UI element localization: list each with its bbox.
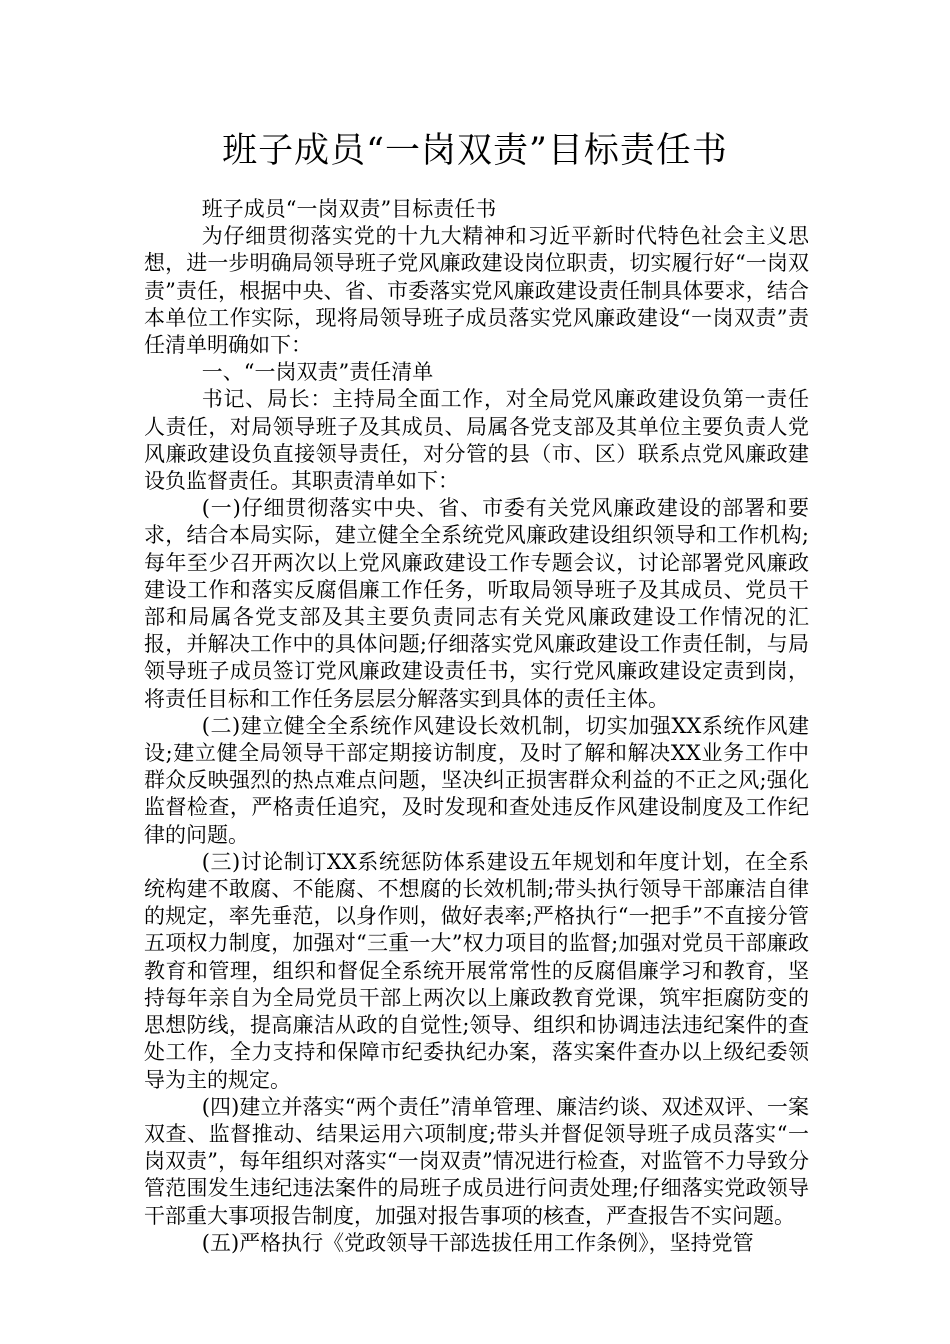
paragraph-item-2: (二)建立健全全系统作风建设长效机制，切实加强XX系统作风建设;建立健全局领导干部定期接访制度，及时了解和解决XX业务工作中群众反映强烈的热点难点问题，坚决纠正损害群众利益的不正之风;强化监督检查，严格责任追究，及时发现和查处违反作风建设制度及工作纪律的问题。 — [144, 713, 809, 847]
paragraph-item-5: (五)严格执行《党政领导干部选拔任用工作条例》，坚持党管 — [201, 1230, 754, 1255]
paragraph-subtitle: 班子成员“一岗双责”目标责任书 — [201, 197, 497, 221]
paragraph-duties: 书记、局长：主持局全面工作，对全局党风廉政建设负第一责任人责任，对局领导班子及其成员、局属各党支部及其单位主要负责人党风廉政建设负直接领导责任，对分管的县（市、区）联系点党风廉政建设负监督责任。其职责清单如下： — [144, 387, 809, 494]
paragraph-item-4: (四)建立并落实“两个责任”清单管理、廉洁约谈、双述双评、一案双查、监督推动、结果运用六项制度;带头并督促领导班子成员落实“一岗双责”，每年组织对落实“一岗双责”情况进行检查，对监管不力导致分管范围发生违纪违法案件的局班子成员进行问责处理;仔细落实党政领导干部重大事项报告制度，加强对报告事项的核查，严查报告不实问题。 — [144, 1094, 809, 1228]
paragraph-item-3: (三)讨论制订XX系统惩防体系建设五年规划和年度计划，在全系统构建不敢腐、不能腐、不想腐的长效机制;带头执行领导干部廉洁自律的规定，率先垂范，以身作则，做好表率;严格执行“一把手”不直接分管五项权力制度，加强对“三重一大”权力项目的监督;加强对党员干部廉政教育和管理，组织和督促全系统开展常常性的反腐倡廉学习和教育，坚持每年亲自为全局党员干部上两次以上廉政教育党课，筑牢拒腐防变的思想防线，提高廉洁从政的自觉性;领导、组织和协调违法违纪案件的查处工作，全力支持和保障市纪委执纪办案，落实案件查办以上级纪委领导为主的规定。 — [144, 849, 809, 1092]
section-heading: 一、“一岗双责”责任清单 — [201, 360, 434, 385]
document-title: 班子成员“一岗双责”目标责任书 — [222, 131, 728, 171]
paragraph-item-1: (一)仔细贯彻落实中央、省、市委有关党风廉政建设的部署和要求，结合本局实际，建立健全全系统党风廉政建设组织领导和工作机构;每年至少召开两次以上党风廉政建设工作专题会议，讨论部署党风廉政建设工作和落实反腐倡廉工作任务，听取局领导班子及其成员、党员干部和局属各党支部及其主要负责同志有关党风廉政建设工作情况的汇报，并解决工作中的具体问题;仔细落实党风廉政建设工作责任制，与局领导班子成员签订党风廉政建设责任书，实行党风廉政建设定责到岗，将责任目标和工作任务层层分解落实到具体的责任主体。 — [144, 496, 809, 711]
paragraph-intro: 为仔细贯彻落实党的十九大精神和习近平新时代特色社会主义思想，进一步明确局领导班子党风廉政建设岗位职责，切实履行好“一岗双责”责任，根据中央、省、市委落实党风廉政建设责任制具体要求，结合本单位工作实际，现将局领导班子成员落实党风廉政建设“一岗双责”责任清单明确如下： — [144, 224, 809, 358]
document-body — [144, 196, 809, 1257]
